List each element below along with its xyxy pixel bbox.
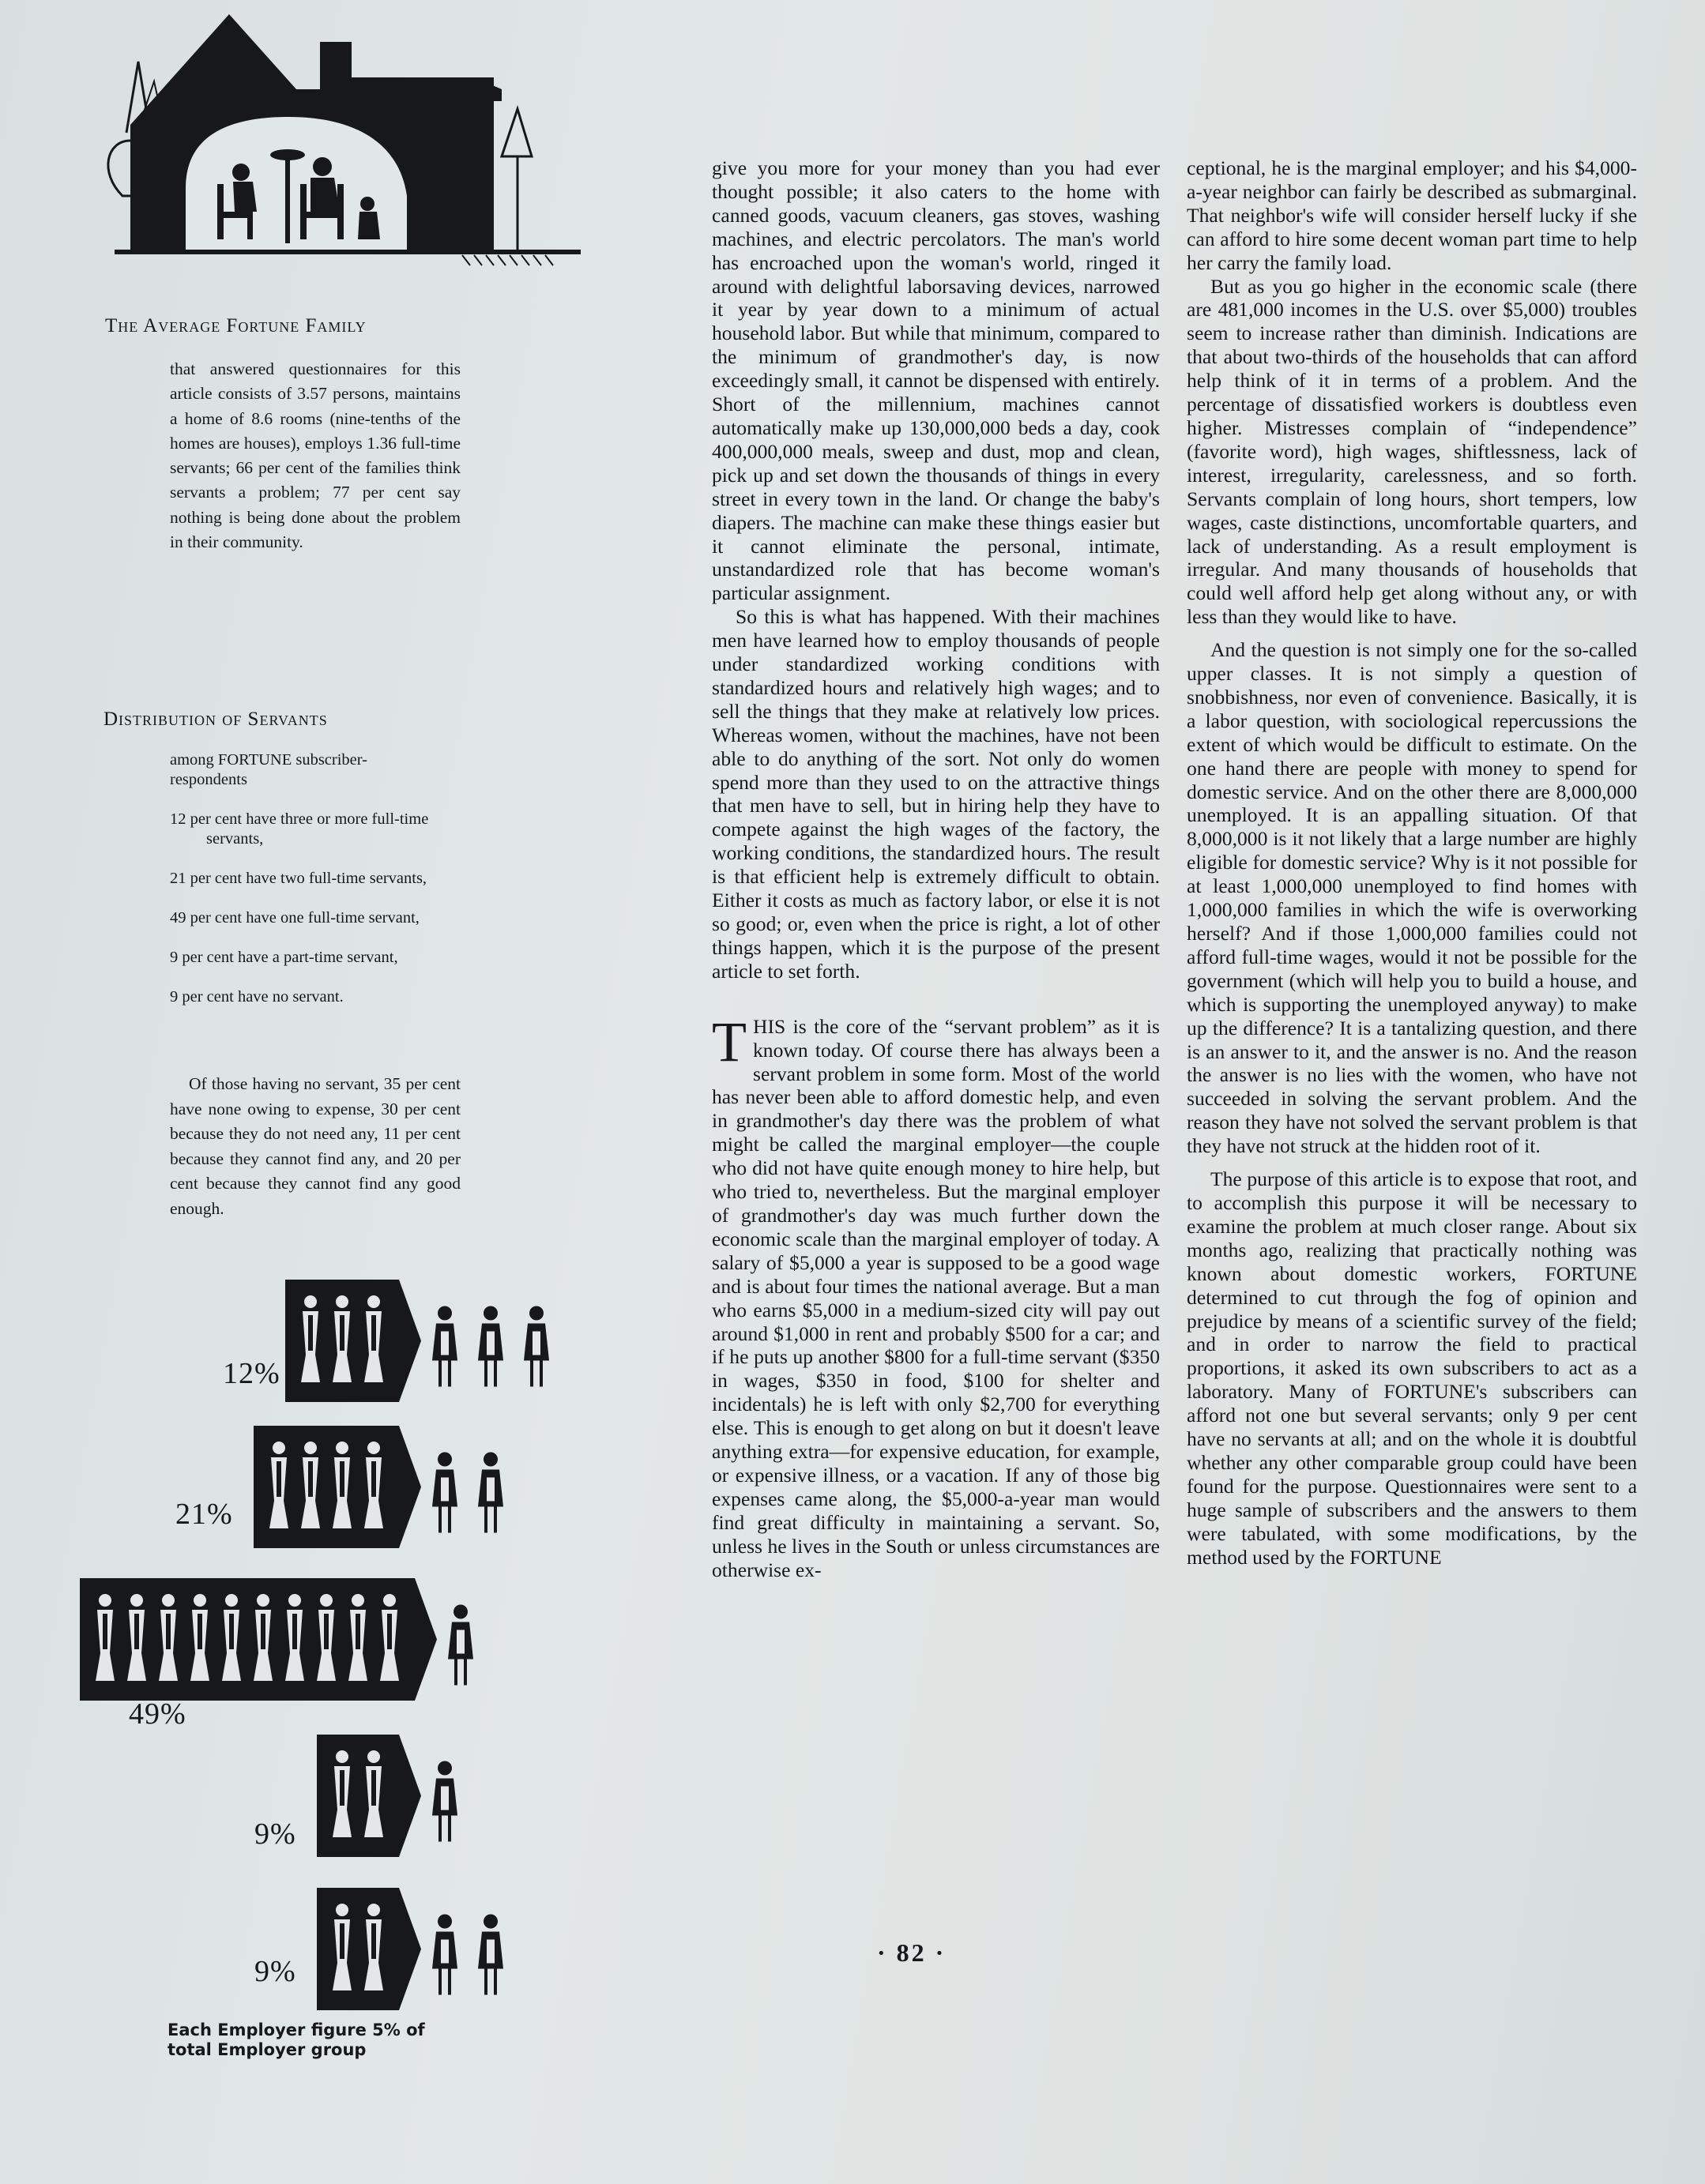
house-illustration [99,14,589,291]
distribution-intro: among FORTUNE subscriber-respondents [170,751,368,788]
servant-figure-icon [478,1306,503,1387]
servant-figure-icon [448,1605,473,1686]
text-column-1 [712,156,1160,1581]
distribution-item: 9 per cent have no servant. [170,988,344,1006]
servant-figure-icon [432,1306,457,1387]
pictogram-row [317,1888,536,2010]
paragraph: And the question is not simply one for the so-called upper classes. It is not simply a question of snobbishness, nor even of convenience. Basically, it is a labor question, with sociological repercussions the extent of which would be difficult to estimate. On the one hand there are people with money to spend for domestic service. And on the other there are 8,000,000 unemployed. It is an appalling situation. Of that 8,000,000 is it not likely that a large number are highly eligible for domestic service? Why is it not possible for at least 1,000,000 unemployed to find homes with 1,000,000 families in which the wife is overworking herself? And if those 1,000,000 families could not afford full-time wages, would it not be possible for the government (which will help you to build a house, and which is supporting the unemployed anyway) to make up the difference? It is a tantalizing question, and there is an answer to it, and the answer is no. And the reason the answer is no lies with the women, who have not succeeded in solving the servant problem. And the reason they have not solved the servant problem is that they have not struck at the hidden root of it. [1187,638,1637,1158]
no-servant-text: Of those having no servant, 35 per cent have none owing to expense, 30 per cent because they do not need any, 11 per cent because they cannot find any, and 20 per cent because they cannot find any good enough. [170,1074,461,1218]
pictogram-caption: Each Employer figure 5% of total Employer group [167,2020,425,2059]
pictogram-row [80,1578,506,1701]
paragraph: give you more for your money than you had ever thought possible; it also caters to the home with canned goods, vacuum cleaners, gas stoves, washing machines, and electric percolators. The man's world has encroached upon the woman's world, ringed it around with delightful laborsaving devices, narrowed it year by year down to a minimum of actual household labor. But while that minimum, compared to the minimum of grandmother's day, is now exceedingly small, it cannot be dispensed with entirely. Short of the millennium, machines cannot automatically make up 130,000,000 beds a day, cook 400,000,000 meals, sweep and dust, mop and clean, pick up and set down the thousands of things in every street in every town in the land. Or change the baby's diapers. The machine can make these things easier but it cannot eliminate the personal, intimate, unstandardized role that has become woman's particular assignment. [712,156,1160,605]
paragraph-text: HIS is the core of the “servant problem” as it is known today. Of course there has always been a servant problem in some form. Most of the world has never been able to afford domestic help, and even in grandmother's day there was the problem of what might be called the marginal employer—the couple who did not have quite enough money to hire help, but who tried to, nevertheless. But the marginal employer of grandmother's day was much further down the economic scale than the marginal employer of today. A salary of $5,000 a year is supposed to be a good wage and is about four times the national average. But a man who earns $5,000 in a medium-sized city will pay out around $1,000 in rent and probably $500 for a car; and if he puts up another $800 for a full-time servant ($350 in wages, $350 in food, $100 for shelter and incidentals) he is left with only $2,700 for everything else. This is enough to get along on but it doesn't leave anything extra—for expensive education, for example, or expensive illness, or a vacation. If any of those big expenses came along, the $5,000-a-year man would find great difficulty in maintaining a servant. So, unless he lives in the South or unless circumstances are otherwise ex- [712,1014,1160,1581]
dropcap-letter: T [712,1009,747,1073]
servant-figure-icon [432,1453,457,1533]
paragraph-dropcap [712,1009,1160,1582]
pct-label-9b: 9% [254,1955,296,1988]
pictogram-row [254,1426,536,1548]
servant-figure-icon [524,1306,549,1387]
page-number: · 82 · [877,1938,947,1967]
family-heading: The Average Fortune Family [105,315,367,336]
pct-label-12: 12% [223,1357,280,1390]
paragraph: The purpose of this article is to expose that root, and to accomplish this purpose it will be necessary to examine the problem at much closer range. About six months ago, realizing that practically nothing was known about domestic workers, FORTUNE determined to cut through the fog of opinion and prejudice by means of a scientific survey of the field; and in order to narrow the field to practical proportions, it asked its own subscribers to act as a laboratory. Many of FORTUNE's subscribers can afford not one but several servants; only 9 per cent have no servants at all; and on the whole it is doubtful whether any other comparable group could have been found for the purpose. Questionnaires were sent to a huge sample of subscribers and the answers to them were tabulated, with some modifications, by the method used by the FORTUNE [1187,1167,1637,1569]
distribution-list [170,750,438,1027]
paragraph: But as you go higher in the economic scale (there are 481,000 incomes in the U.S. over $5,000) troubles seem to increase rather than diminish. Indications are that about two-thirds of the households that can afford help think of it in terms of a problem. And the percentage of dissatisfied workers is doubtless even higher. Mistresses complain of “independence” (favorite word), high wages, shiftlessness, lack of interest, irregularity, carelessness, and so forth. Servants complain of long hours, short tempers, low wages, caste distinctions, uncomfortable quarters, and lack of understanding. As a result employment is irregular. And many thousands of households that could well afford help get along without any, or with less than they would like to have. [1187,274,1637,629]
pct-label-49: 49% [129,1697,186,1731]
pictogram-row [317,1735,491,1857]
paragraph: ceptional, he is the marginal employer; and his $4,000-a-year neighbor can fairly be described as submarginal. That neighbor's wife will consider herself lucky if she can afford to hire some decent woman part time to help her carry the family load. [1187,156,1637,274]
pct-label-21: 21% [175,1498,233,1531]
distribution-heading: Distribution of Servants [104,709,328,730]
servant-figure-icon [432,1915,457,1995]
pictogram-row [285,1280,582,1402]
family-text: that answered questionnaires for this article consists of 3.57 persons, maintains a home of 8.6 rooms (nine-tenths of the homes are houses), employs 1.36 full-time servants; 66 per cent of the families think servants a problem; 77 per cent say nothing is being done about the problem in their community. [170,359,461,552]
servant-figure-icon [432,1761,457,1842]
servant-figure-icon [478,1915,503,1995]
distribution-item: 49 per cent have one full-time servant, [170,909,420,927]
distribution-item: 9 per cent have a part-time servant, [170,949,398,966]
paragraph: So this is what has happened. With their machines men have learned how to employ thousands of people under standardized working conditions with standardized hours and relatively high wages; and to sell the things that they make at relatively low prices. Whereas women, without the machines, have not been able to do anything of the sort. Not only do women spend more than they used to on the attractive things that men have to sell, but in hiring help they have to compete against the high wages of the factory, the working conditions, the standardized hours. The result is that efficient help is extremely difficult to obtain. Either it costs as much as factory labor, or else it is not so good; or, even when the price is right, a lot of other things happen, which it is the purpose of the present article to set forth. [712,605,1160,983]
pct-label-9a: 9% [254,1817,296,1851]
servant-figure-icon [478,1453,503,1533]
distribution-item: 12 per cent have three or more full-time servants, [170,810,429,848]
text-column-2 [1187,156,1637,1569]
distribution-item: 21 per cent have two full-time servants, [170,870,427,887]
